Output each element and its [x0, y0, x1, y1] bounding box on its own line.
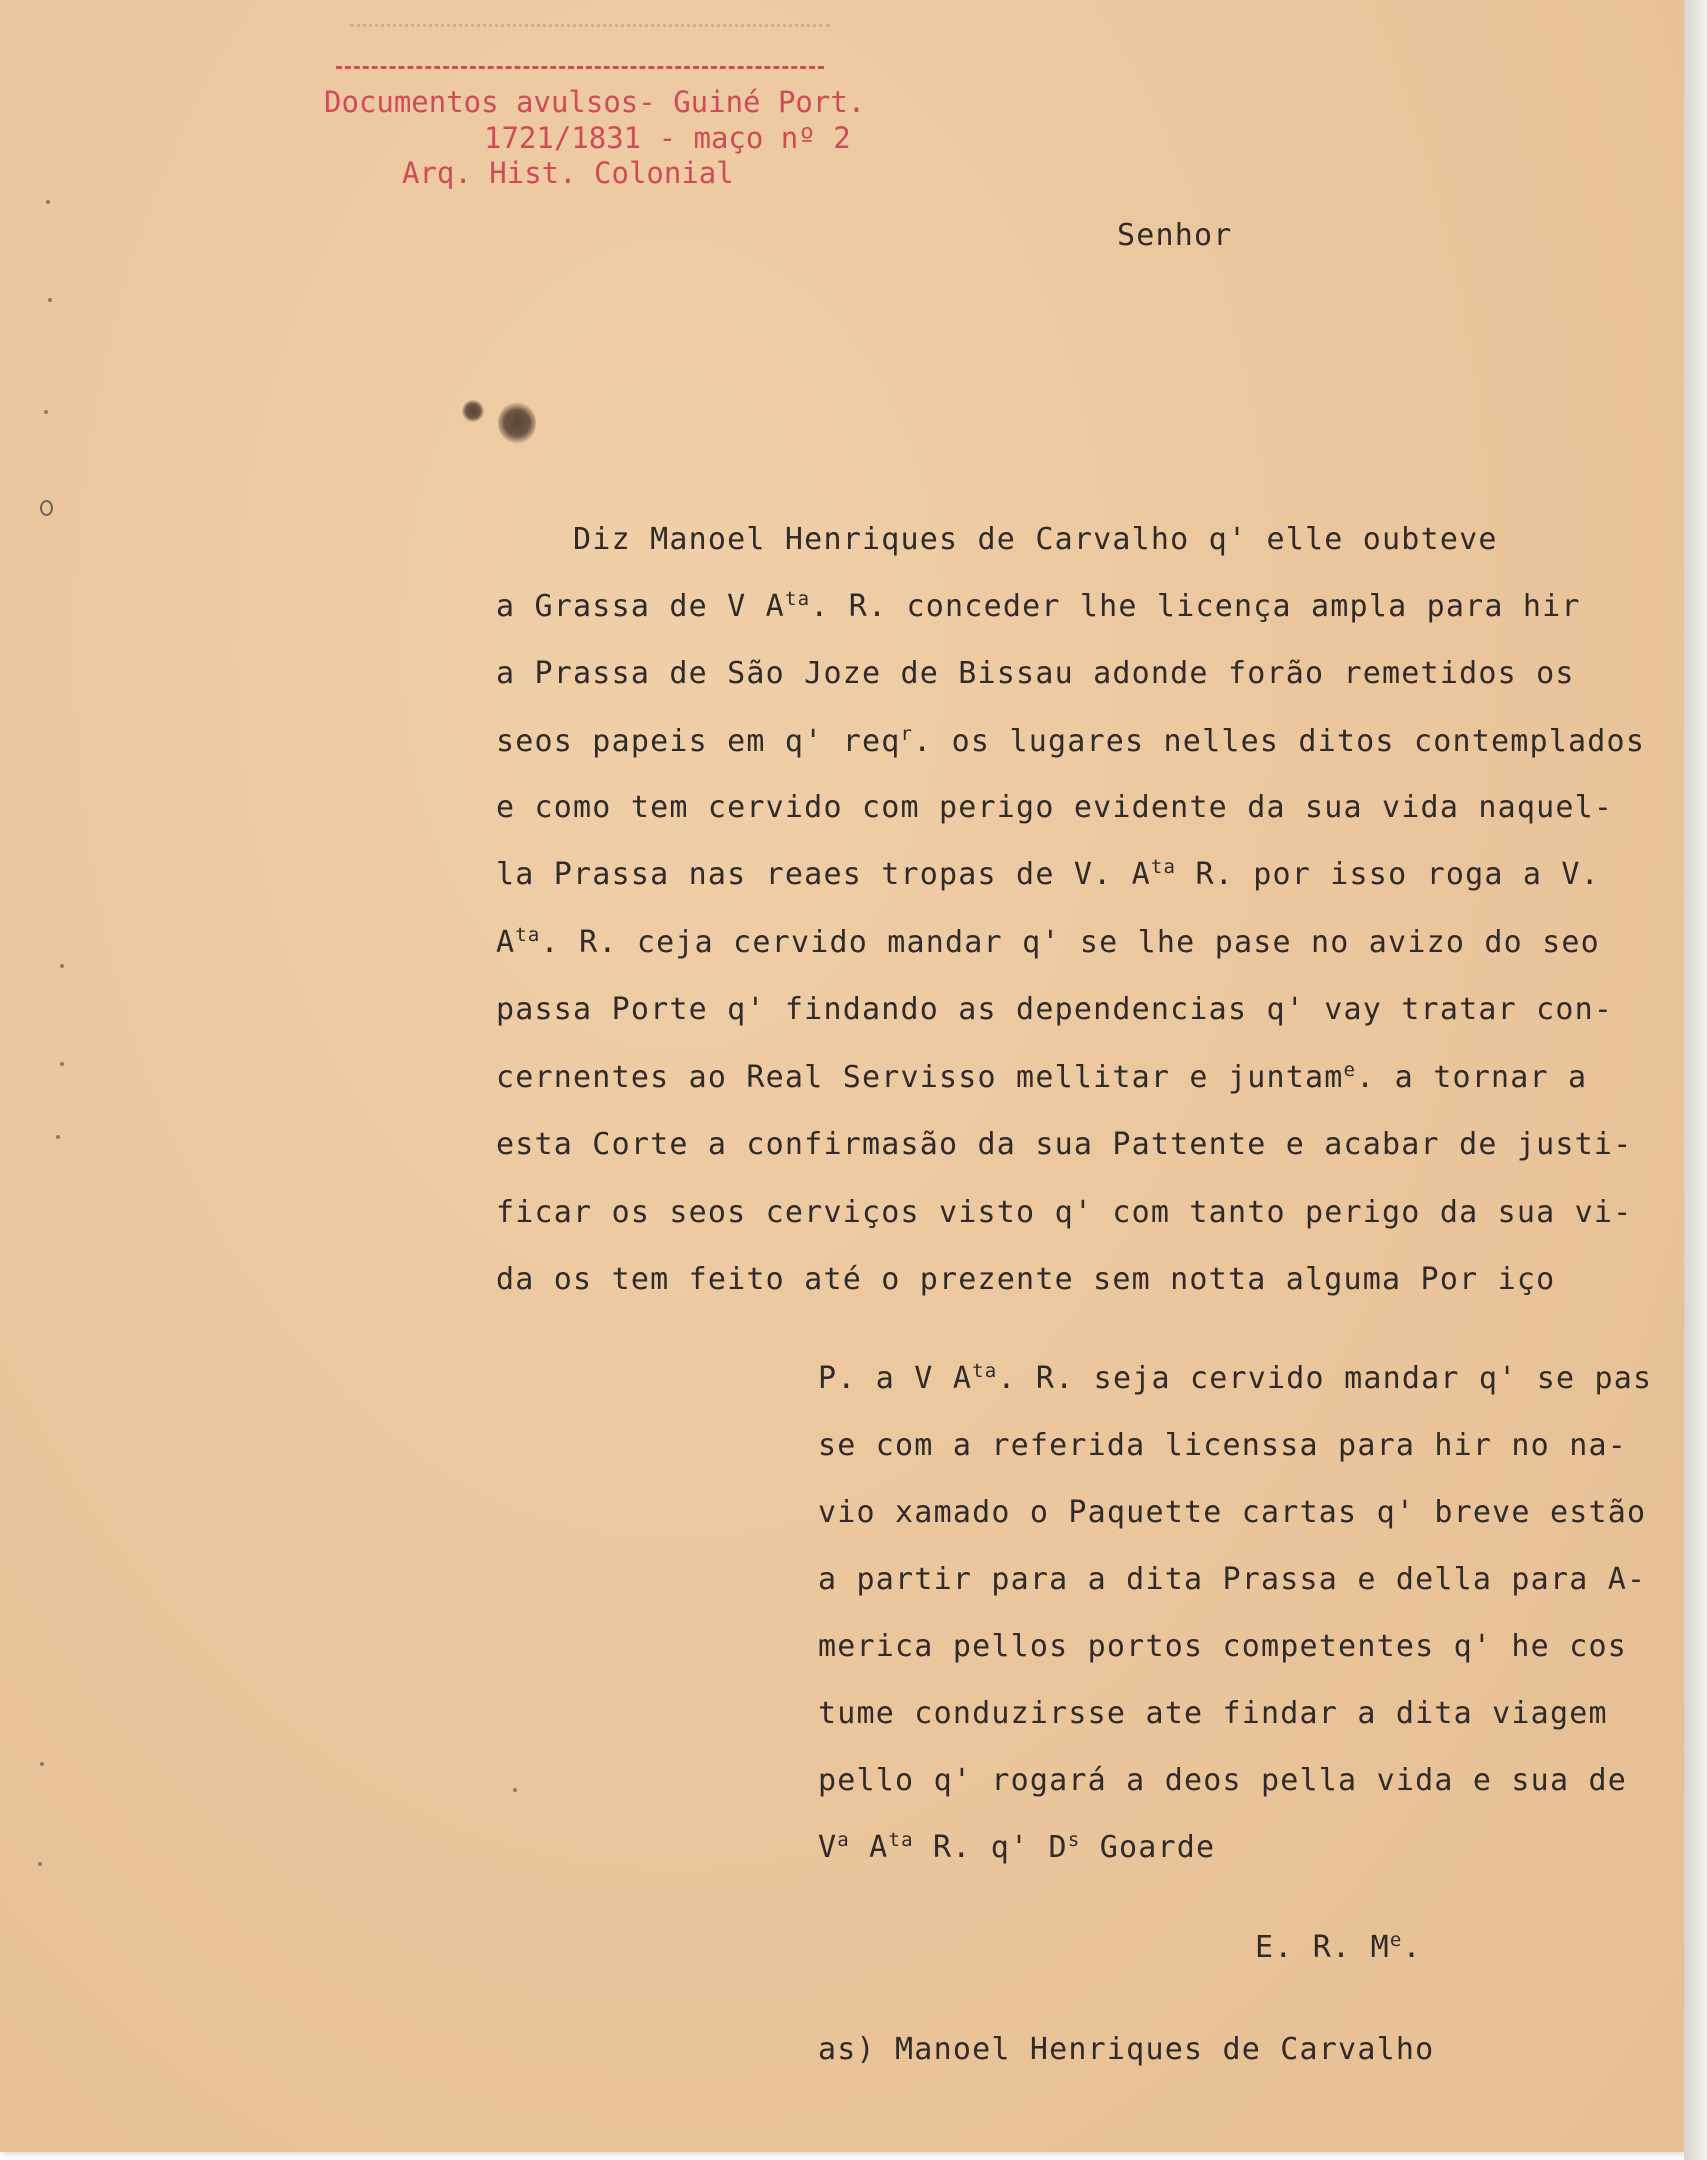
body-line-5: e como tem cervido com perigo evidente da sua vida naquel- [496, 790, 1614, 825]
signature-line: as) Manoel Henriques de Carvalho [818, 2032, 1435, 2067]
petition-line-8: $V^a$ $A^{ta}$ R. q' $D^s$ Goarde [818, 1829, 1216, 1865]
petition-line-5: merica pellos portos competentes q' he cos [818, 1629, 1627, 1664]
body-line-3: a Prassa de São Joze de Bissau adonde forão remetidos os [496, 656, 1575, 691]
body-line-6: la Prassa nas reaes tropas de V. $A^{ta}$ R. por isso roga a V. [496, 856, 1600, 892]
margin-speck [60, 964, 64, 968]
faint-rule [350, 24, 830, 41]
petition-line-3: vio xamado o Paquette cartas q' breve estão [818, 1495, 1647, 1530]
ink-blot [498, 402, 536, 444]
body-line-12: da os tem feito até o prezente sem notta alguma Por iço [496, 1262, 1556, 1297]
archive-stamp-line-1: Documentos avulsos- Guiné Port. [324, 85, 866, 119]
body-line-1: Diz Manoel Henriques de Carvalho q' elle oubteve [496, 522, 1498, 557]
margin-speck [46, 200, 50, 204]
margin-speck [40, 1762, 44, 1766]
petition-line-6: tume conduzirsse ate findar a dita viagem [818, 1696, 1608, 1731]
margin-speck [56, 1135, 60, 1139]
margin-speck [60, 1062, 64, 1066]
body-line-8: passa Porte q' findando as dependencias q' vay tratar con- [496, 992, 1614, 1027]
margin-speck [44, 410, 48, 414]
archive-stamp-line-2: 1721/1831 - maço nº 2 [484, 121, 851, 155]
body-line-11: ficar os seos cerviços visto q' com tanto perigo da sua vi- [496, 1195, 1633, 1230]
body-line-7: $A^{ta}$. R. ceja cervido mandar q' se lhe pase no avizo do seo [496, 924, 1600, 960]
body-line-9: cernentes ao Real Servisso mellitar e juntam$^e$. a tornar a [496, 1059, 1588, 1095]
punch-hole [40, 500, 53, 516]
body-line-10: esta Corte a confirmasão da sua Pattente e acabar de justi- [496, 1127, 1633, 1162]
margin-speck [38, 1862, 42, 1866]
ink-blot [462, 400, 484, 422]
body-line-2: a Grassa de V $A^{ta}$. R. conceder lhe licença ampla para hir [496, 588, 1581, 624]
salutation: Senhor [1117, 218, 1233, 253]
margin-speck [513, 1788, 517, 1792]
stamp-rule [336, 66, 824, 69]
archive-stamp-line-3: Arq. Hist. Colonial [402, 156, 734, 190]
petition-line-4: a partir para a dita Prassa e della para A- [818, 1562, 1647, 1597]
closing-formula: E. R. Me. [1255, 1929, 1422, 1965]
petition-line-2: se com a referida licenssa para hir no na- [818, 1428, 1627, 1463]
petition-line-1: P. a V $A^{ta}$. R. seja cervido mandar q' se pas [818, 1360, 1653, 1396]
body-line-4: seos papeis em q' req$^r$. os lugares nelles ditos contemplados [496, 723, 1646, 759]
scan-edge [1684, 0, 1707, 2160]
margin-speck [48, 298, 52, 302]
petition-line-7: pello q' rogará a deos pella vida e sua de [818, 1763, 1627, 1798]
